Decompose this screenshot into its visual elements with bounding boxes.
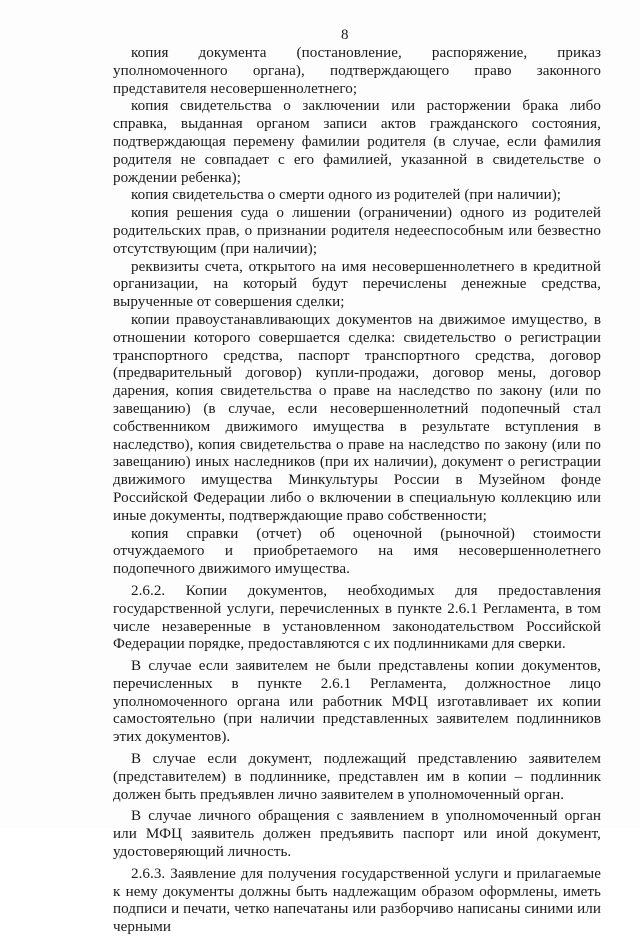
- paragraph-court-decision: копия решения суда о лишении (ограничении) одного из родителей родительских прав, о признании родителя недееспособным или безвестно отсутствующим (при наличии);: [113, 205, 601, 257]
- paragraph-section-2-6-2: 2.6.2. Копии документов, необходимых для предоставления государственной услуги, перечисленных в пункте 2.6.1 Регламента, в том числе незаверенные в установленном законодательством Российской Федерации порядке, предоставляются с их подлинниками для сверки.: [113, 582, 601, 653]
- paragraph-valuation-report: копия справки (отчет) об оценочной (рыночной) стоимости отчуждаемого и приобретаемого на имя несовершеннолетнего подопечного движимого имущества.: [113, 525, 601, 578]
- paragraph-bank-account: реквизиты счета, открытого на имя несовершеннолетнего в кредитной организации, на который будут перечислены денежные средства, вырученные от совершения сделки;: [113, 258, 601, 311]
- page-number: 8: [341, 27, 349, 43]
- paragraph-ownership-documents: копии правоустанавливающих документов на движимое имущество, в отношении которого совершается сделка: свидетельство о регистрации транспортного средства, паспорт транспортного средства, договор (предварительный договор) купли-продажи, договор мены, договор дарения, копия свидетельства о праве на наследство по закону (или по завещанию) (в случае, если несовершеннолетний подопечный стал собственником движимого имущества в результате вступления в наследство), копия свидетельства о праве на наследство по закону (или по завещанию) иных наследников (при их наличии), документ о регистрации движимого имущества Минкультуры России в Музейном фонде Российской Федерации либо о включении в специальную коллекцию или иные документы, подтверждающие право собственности;: [113, 311, 601, 524]
- paragraph-death-certificate: копия свидетельства о смерти одного из родителей (при наличии);: [131, 187, 562, 204]
- paragraph-marriage-certificate: копия свидетельства о заключении или расторжении брака либо справка, выданная органом записи актов гражданского состояния, подтверждающая перемену фамилии родителя (в случае, если фамилия родителя не совпадает с его фамилией, указанной в свидетельстве о рождении ребенка);: [113, 98, 601, 186]
- paragraph-section-2-6-3: 2.6.3. Заявление для получения государственной услуги и прилагаемые к нему документы должны быть надлежащим образом оформлены, иметь подписи и печати, четко напечатаны или разборчиво написаны синими или черными: [113, 865, 601, 936]
- paragraph-original-required: В случае если документ, подлежащий представлению заявителем (представителем) в подлиннике, представлен им в копии – подлинник должен быть предъявлен лично заявителем в уполномоченный орган.: [113, 751, 601, 803]
- paragraph-identity-document: В случае личного обращения с заявлением в уполномоченный орган или МФЦ заявитель должен предъявить паспорт или иной документ, удостоверяющий личность.: [113, 808, 601, 861]
- paragraph-guardian-document: копия документа (постановление, распоряжение, приказ уполномоченного органа), подтверждающего право законного представителя несовершеннолетнего;: [113, 45, 601, 97]
- document-body: [113, 45, 601, 937]
- paragraph-copies-made: В случае если заявителем не были представлены копии документов, перечисленных в пункте 2.6.1 Регламента, должностное лицо уполномоченного органа или работник МФЦ изготавливает их копии самостоятельно (при наличии представленных заявителем подлинников этих документов).: [113, 658, 601, 746]
